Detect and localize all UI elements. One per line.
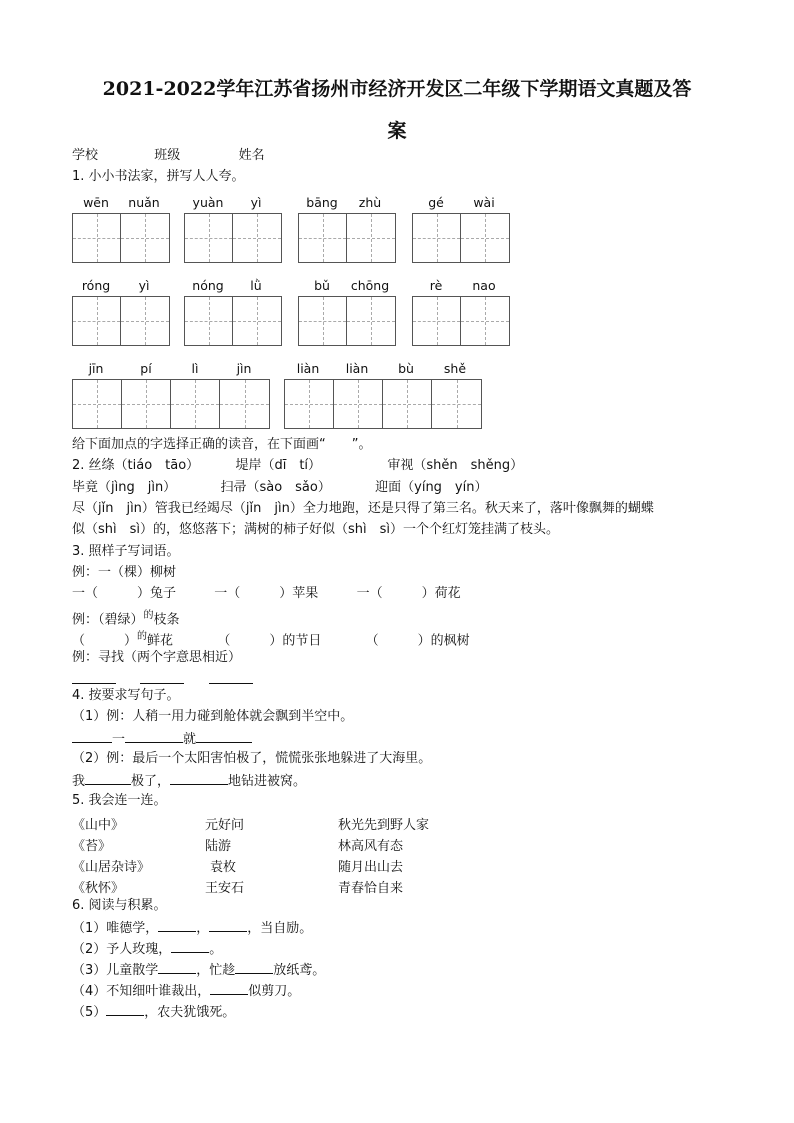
q6-text: ，忙趁 — [196, 963, 236, 978]
q6-text: （2）予人玫瑰， — [72, 942, 172, 957]
q4-word: 就 — [183, 732, 197, 747]
writing-grid[interactable] — [298, 213, 396, 263]
q6-text: 。 — [209, 942, 223, 957]
q3-answer-blanks — [72, 671, 253, 689]
poem-title[interactable]: 《山居杂诗》 — [72, 860, 151, 875]
q4-word: 一 — [112, 732, 126, 747]
q2-sentence-1: 尽（jǐn jìn）管我已经竭尽（jǐn jìn）全力地跑，还是只得了第三名。秋天来了，落叶像飘舞的蝴蝶 — [72, 501, 654, 516]
pinyin-label: jīn — [88, 361, 104, 376]
pinyin-label: róng — [81, 278, 111, 293]
pinyin-label: yì — [138, 278, 150, 293]
q3-blank-item[interactable]: （ ）的枫树 — [365, 633, 470, 649]
pinyin-label: nóng — [192, 278, 224, 293]
answer-blank[interactable] — [72, 730, 112, 743]
answer-blank[interactable] — [72, 671, 116, 684]
q6-item-2 — [72, 940, 222, 958]
q6-text: 似剪刀。 — [248, 984, 301, 999]
pinyin-label: jìn — [236, 361, 252, 376]
q4-word: 我 — [72, 774, 86, 789]
q2-sentence-2: 似（shì sì）的，悠悠落下；满树的柿子好似（shì sì）一个个红灯笼挂满了枝头。 — [72, 522, 560, 537]
pinyin-label: bāng — [306, 195, 338, 210]
pinyin-label: liàn — [296, 361, 320, 376]
writing-grid[interactable] — [184, 296, 282, 346]
answer-blank[interactable] — [158, 961, 196, 974]
q3-blank-item[interactable]: 一（ ）兔子 — [72, 586, 177, 601]
q3-blank-item[interactable]: （ ）的节日 — [217, 633, 322, 649]
q6-item-4 — [72, 982, 300, 1000]
page-title-continued: 案 — [387, 120, 407, 142]
q6-item-5 — [72, 1003, 235, 1021]
writing-grid[interactable] — [298, 296, 396, 346]
pinyin-label: nuǎn — [128, 195, 160, 210]
class-label: 班级 — [154, 148, 181, 163]
q4-sentence-1: （1）例：人稍一用力碰到舱体就会飘到半空中。 — [72, 709, 354, 724]
poem-author[interactable]: 王安石 — [205, 881, 245, 896]
pinyin-label: bù — [398, 361, 414, 376]
writing-grid[interactable] — [412, 213, 510, 263]
q2-intro: 给下面加点的字选择正确的读音，在下面画“ ”。 — [72, 437, 372, 452]
poem-line[interactable]: 秋光先到野人家 — [338, 818, 430, 833]
pinyin-label: yì — [250, 195, 262, 210]
answer-blank[interactable] — [210, 982, 248, 995]
q6-text: 放纸鸢。 — [273, 963, 326, 978]
answer-blank[interactable] — [140, 671, 184, 684]
pinyin-label: shě — [443, 361, 467, 376]
poem-title[interactable]: 《山中》 — [72, 818, 125, 833]
answer-blank[interactable] — [85, 772, 131, 785]
answer-blank[interactable] — [209, 919, 247, 932]
pinyin-label: lǜ — [250, 278, 262, 293]
answer-blank[interactable] — [158, 919, 196, 932]
poem-title[interactable]: 《秋怀》 — [72, 881, 125, 896]
poem-line[interactable]: 随月出山去 — [338, 860, 404, 875]
poem-title[interactable]: 《苔》 — [72, 839, 112, 854]
answer-blank[interactable] — [106, 1003, 144, 1016]
q3-de-mark: 的 — [137, 631, 148, 642]
poem-author[interactable]: 元好问 — [205, 818, 245, 833]
q4-answer-2 — [72, 772, 306, 790]
q2-item: 毕竟（jìng jìn） — [72, 480, 177, 495]
pinyin-label: pí — [140, 361, 152, 376]
answer-blank[interactable] — [235, 961, 273, 974]
answer-blank[interactable] — [171, 940, 209, 953]
poem-author[interactable]: 陆游 — [205, 839, 232, 854]
q3-row1 — [72, 586, 461, 602]
q6-text: ，当自励。 — [247, 921, 313, 936]
q6-text: ， — [196, 921, 210, 936]
writing-grid[interactable] — [72, 213, 170, 263]
q4-word: 地钻进被窝。 — [228, 774, 307, 789]
writing-grid[interactable] — [72, 296, 170, 346]
page-title: 2021-2022学年江苏省扬州市经济开发区二年级下学期语文真题及答 — [102, 78, 692, 100]
poem-line[interactable]: 青春恰自来 — [338, 881, 404, 896]
q6-text: （4）不知细叶谁裁出， — [72, 984, 211, 999]
q2-item: 扫帚（sào sǎo） — [220, 480, 331, 495]
q3-blank-item[interactable]: 一（ ）苹果 — [214, 586, 319, 601]
answer-blank[interactable] — [170, 772, 228, 785]
q6-item-3 — [72, 961, 325, 979]
q3-example-1: 例：一（棵）柳树 — [72, 565, 177, 580]
q3-example-2-de: 的 — [143, 610, 154, 621]
pinyin-label: bǔ — [314, 278, 330, 293]
pinyin-label: lì — [191, 361, 199, 376]
poem-author[interactable]: 袁枚 — [210, 860, 237, 875]
q4-answer-1 — [72, 730, 252, 748]
q6-item-1 — [72, 919, 312, 937]
pinyin-label: gé — [428, 195, 444, 210]
writing-grid[interactable] — [284, 379, 482, 429]
answer-blank[interactable] — [209, 671, 253, 684]
name-label: 姓名 — [238, 148, 265, 163]
pinyin-label: chōng — [350, 278, 390, 293]
q2-item: 堤岸（dī tí） — [235, 458, 322, 473]
q3-row2 — [72, 629, 470, 649]
q3-example-2-text: 例：（碧绿） — [72, 612, 144, 628]
q2-row1 — [72, 458, 523, 474]
pinyin-label: zhù — [358, 195, 382, 210]
q3-blank-item[interactable]: （ ） — [72, 633, 138, 649]
q6-text: （3）儿童散学 — [72, 963, 159, 978]
q1-heading: 1. 小小书法家，拼写人人夸。 — [72, 169, 245, 184]
q3-example-3: 例：寻找（两个字意思相近） — [72, 650, 242, 665]
pinyin-label: yuàn — [192, 195, 224, 210]
pinyin-label: nao — [472, 278, 496, 293]
q3-example-2-noun: 枝条 — [153, 612, 180, 628]
q6-text: （1）唯德学， — [72, 921, 159, 936]
answer-blank[interactable] — [196, 730, 252, 743]
student-info-row — [72, 148, 265, 164]
q3-example-2 — [72, 608, 180, 628]
q2-item: 审视（shěn shěng） — [387, 458, 524, 473]
writing-grid[interactable] — [412, 296, 510, 346]
pinyin-label: wài — [473, 195, 495, 210]
q2-row2 — [72, 480, 487, 496]
q6-text: （5） — [72, 1005, 107, 1020]
q6-text: ，农夫犹饿死。 — [144, 1005, 236, 1020]
writing-grid[interactable] — [184, 213, 282, 263]
pinyin-label: wēn — [83, 195, 109, 210]
writing-grid[interactable] — [72, 379, 270, 429]
q2-item: 2. 丝绦（tiáo tāo） — [72, 458, 200, 473]
q4-sentence-2: （2）例：最后一个太阳害怕极了，慌慌张张地躲进了大海里。 — [72, 751, 432, 766]
poem-line[interactable]: 林高风有态 — [338, 839, 404, 854]
q3-heading: 3. 照样子写词语。 — [72, 544, 180, 559]
q3-blank-item[interactable]: 一（ ）荷花 — [356, 586, 461, 601]
q6-heading: 6. 阅读与积累。 — [72, 898, 167, 913]
q5-heading: 5. 我会连一连。 — [72, 793, 167, 808]
q4-word: 极了， — [131, 774, 171, 789]
q2-item: 迎面（yíng yín） — [375, 480, 488, 495]
answer-blank[interactable] — [125, 730, 183, 743]
q3-noun: 鲜花 — [147, 633, 174, 649]
q4-heading: 4. 按要求写句子。 — [72, 688, 180, 703]
pinyin-label: liàn — [345, 361, 369, 376]
pinyin-label: rè — [429, 278, 443, 293]
school-label: 学校 — [72, 148, 99, 163]
